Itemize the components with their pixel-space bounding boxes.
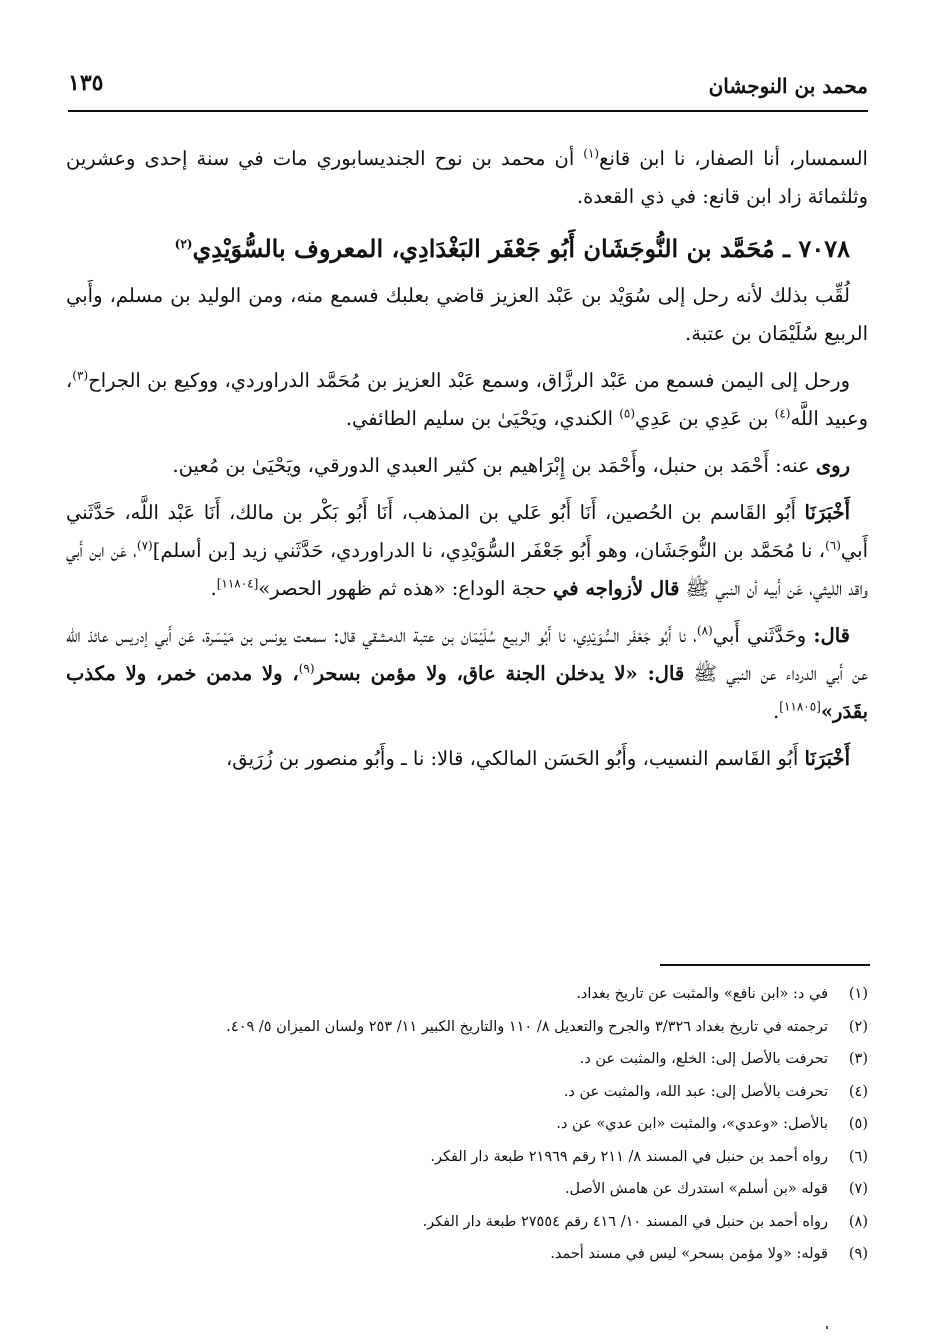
bold-text: قال: bbox=[647, 662, 685, 685]
footnote-ref-1: (١) bbox=[583, 146, 600, 161]
page-header bbox=[68, 66, 868, 110]
entry-title: ٧٠٧٨ ـ مُحَمَّد بن النُّوجَشَان أَبُو جَعْفَر البَغْدَادِي، المعروف بالسُّوَيْدِي bbox=[192, 234, 850, 263]
footnote bbox=[66, 1173, 868, 1206]
scan-speck bbox=[826, 1326, 828, 1329]
paragraph-6: قال: وحَدَّثَني أَبي$^{(٨)}$، نا أَبُو جَعْفَر السُّوَيْدِي، نا أَبُو الربيع سُلَيْمَان بن عتبة الدمشقي قال: سمعت يونس بن مَيْسَرة، عَن أَبي إدريس عائذ الله عن أَبي الدرداء عن النبي ﷺ قال: «لا يدخلن الجنة عاق، ولا مؤمن بسحر$^{(٩)}$، ولا مدمن خمر، ولا مكذب بقَدَر»[١١٨٠٥]. bbox=[66, 623, 868, 723]
text-span: أَبُو القَاسم بن الحُصين، أَنَا أَبُو عَلي بن المذهب، أَنَا أَبُو بَكْر بن مالك، أَنَا عَبْد اللَّه، حَدَّثَني أَبي bbox=[66, 501, 868, 562]
text-span: عنه: أَحْمَد بن حنبل، وأَحْمَد بن إِبْرَاهيم بن كثير العبدي الدورقي، ويَحْيَىٰ بن مُعين. bbox=[172, 454, 816, 477]
footnote-ref-2: (٢) bbox=[174, 237, 193, 251]
footnote-ref-9: (٩) bbox=[298, 661, 315, 676]
text-span: ، نا مُحَمَّد بن النُّوجَشَان، وهو أَبُو جَعْفَر السُّوَيْدِي، نا الدراوردي، حَدَّثَني زيد [بن أسلم] bbox=[152, 539, 826, 562]
footnote-number: (٩) bbox=[848, 1246, 868, 1262]
footnote bbox=[66, 1238, 868, 1271]
page-number: ١٣٥ bbox=[68, 70, 104, 96]
paragraph-4 bbox=[66, 447, 868, 485]
footnote-text: تحرفت بالأصل إلى: الخلع، والمثبت عن د. bbox=[579, 1051, 828, 1067]
footnote bbox=[66, 1141, 868, 1174]
main-text bbox=[66, 140, 868, 787]
paragraph-2: لُقِّب بذلك لأنه رحل إلى سُوَيْد بن عَبْد العزيز قاضي بعلبك فسمع منه، ومن الوليد بن مسلم، وأَبي الربيع سُلَيْمَان بن عتبة. bbox=[66, 284, 868, 345]
footnote-number: (١) bbox=[848, 986, 868, 1002]
footnote-ref-7: (٧) bbox=[136, 538, 153, 553]
text-span: أَبُو القَاسم النسيب، وأَبُو الحَسَن المالكي، قالا: نا ـ وأَبُو منصور بن زُرَيق، bbox=[226, 747, 805, 770]
text-span: ، عَن ابن أَبي واقد الليثي، عَن أَبيه أن النبي ﷺ bbox=[66, 539, 868, 600]
bold-text: قال لأزواجه في bbox=[552, 577, 680, 600]
running-title: محمد بن النوجشان bbox=[708, 74, 868, 98]
footnote-ref-5: (٥) bbox=[619, 406, 636, 421]
footnote-text: رواه أحمد بن حنبل في المسند ٨/ ٢١١ رقم ٢١٩٦٩ طبعة دار الفكر. bbox=[430, 1148, 828, 1165]
text-span: السمسار، أنا الصفار، نا ابن قانع bbox=[599, 147, 868, 170]
footnote-text: ترجمته في تاريخ بغداد ٣/٣٢٦ والجرح والتعديل ٨/ ١١٠ والتاريخ الكبير ١١/ ٢٥٣ ولسان الميزان ٥/ ٤٠٩. bbox=[226, 1018, 828, 1035]
footnote bbox=[66, 1108, 868, 1141]
footnote bbox=[66, 1011, 868, 1044]
hadith-text: ، ولا مدمن خمر، ولا مكذب بقَدَر» bbox=[66, 662, 868, 723]
bold-label: قال: bbox=[813, 624, 850, 647]
footnote bbox=[66, 1206, 868, 1239]
footnote-ref-4: (٤) bbox=[774, 406, 791, 421]
bold-label: أَخْبَرَنَا bbox=[804, 747, 850, 770]
hadith-text: «لا يدخلن الجنة عاق، ولا مؤمن بسحر bbox=[314, 662, 648, 685]
text-span: ، نا أَبُو جَعْفَر السُّوَيْدِي، نا أَبُو الربيع سُلَيْمَان بن عتبة الدمشقي قال: سمعت يونس بن مَيْسَرة، عَن أَبي إدريس عائذ الله عن أَبي الدرداء عن النبي ﷺ bbox=[66, 624, 868, 685]
footnotes bbox=[66, 978, 868, 1271]
footnote-number: (٧) bbox=[848, 1181, 868, 1197]
footnote-separator bbox=[660, 964, 870, 966]
footnote-number: (٦) bbox=[848, 1148, 868, 1165]
paragraph-7 bbox=[66, 740, 868, 778]
footnote-text: قوله: «ولا مؤمن بسحر» ليس في مسند أحمد. bbox=[550, 1246, 828, 1262]
footnote-number: (٤) bbox=[848, 1083, 868, 1100]
footnote-number: (٥) bbox=[848, 1116, 868, 1132]
text-span: وحَدَّثَني أَبي bbox=[712, 624, 814, 647]
footnote-number: (٨) bbox=[848, 1213, 868, 1230]
footnote bbox=[66, 1076, 868, 1109]
footnote-text: رواه أحمد بن حنبل في المسند ١٠/ ٤١٦ رقم ٢٧٥٥٤ طبعة دار الفكر. bbox=[422, 1213, 828, 1230]
footnote-ref-6: (٦) bbox=[825, 538, 841, 553]
footnote bbox=[66, 1043, 868, 1076]
text-span: بن عَدِي بن عَدِي bbox=[635, 407, 775, 430]
hadith-ref: [١١٨٠٥] bbox=[779, 699, 821, 714]
footnote-text: قوله «بن أسلم» استدرك عن هامش الأصل. bbox=[564, 1181, 828, 1197]
text-span: أن محمد بن نوح الجنديسابوري مات في سنة إحدى وعشرين وثلثمائة زاد ابن قانع: في ذي القعدة. bbox=[66, 147, 868, 208]
footnote-number: (٣) bbox=[848, 1051, 868, 1067]
hadith-ref: [١١٨٠٤] bbox=[216, 576, 259, 591]
footnote-ref-8: (٨) bbox=[696, 623, 713, 638]
text-span: ورحل إلى اليمن فسمع من عَبْد الرزَّاق، وسمع عَبْد العزيز بن مُحَمَّد الدراوردي، ووكيع بن الجراح bbox=[88, 369, 850, 392]
text-span: ، وعبيد اللَّه bbox=[66, 369, 868, 430]
footnote-text: بالأصل: «وعدي»، والمثبت «ابن عدي» عن د. bbox=[556, 1116, 828, 1132]
paragraph-5: أَخْبَرَنَا أَبُو القَاسم بن الحُصين، أَنَا أَبُو عَلي بن المذهب، أَنَا أَبُو بَكْر بن مالك، أَنَا عَبْد اللَّه، حَدَّثَني أَبي$^{(٦)}$، نا مُحَمَّد بن النُّوجَشَان، وهو أَبُو جَعْفَر السُّوَيْدِي، نا الدراوردي، حَدَّثَني زيد [بن أسلم]$^{(٧)}$، عَن ابن أَبي واقد الليثي، عَن أَبيه أن النبي ﷺ قال لأزواجه في حجة الوداع: «هذه ثم ظهور الحصر»[١١٨٠٤]. bbox=[66, 501, 868, 600]
bold-label: روى bbox=[815, 454, 850, 477]
footnote-number: (٢) bbox=[848, 1018, 868, 1035]
entry-heading bbox=[66, 225, 868, 273]
paragraph-1 bbox=[66, 140, 868, 216]
footnote-text: تحرفت بالأصل إلى: عبد الله، والمثبت عن د. bbox=[563, 1083, 828, 1100]
bold-label: أَخْبَرَنَا bbox=[804, 501, 850, 524]
footnote-text: في د: «ابن نافع» والمثبت عن تاريخ بغداد. bbox=[576, 986, 828, 1002]
header-rule bbox=[68, 110, 868, 112]
paragraph-3 bbox=[66, 362, 868, 438]
footnote bbox=[66, 978, 868, 1011]
footnote-ref-3: (٣) bbox=[72, 368, 89, 383]
text-span: الكندي، ويَحْيَىٰ بن سليم الطائفي. bbox=[345, 407, 620, 430]
text-span: حجة الوداع: «هذه ثم ظهور الحصر» bbox=[258, 577, 553, 600]
